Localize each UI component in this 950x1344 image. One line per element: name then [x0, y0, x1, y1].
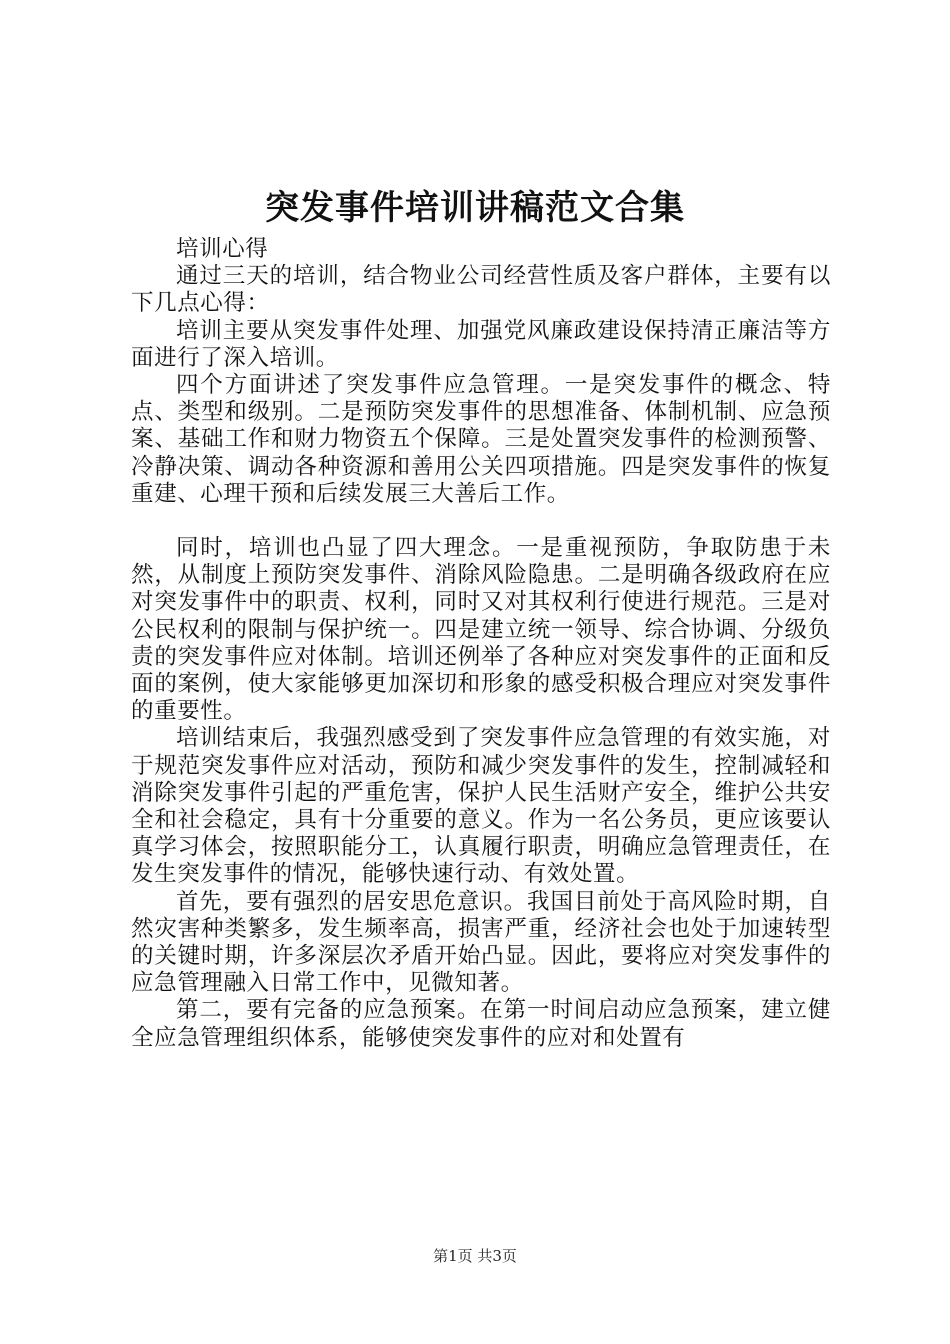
paragraph-gap	[131, 508, 831, 535]
document-title: 突发事件培训讲稿范文合集	[265, 188, 685, 228]
paragraph-heading: 培训心得	[176, 236, 269, 262]
paragraph: 第二，要有完备的应急预案。在第一时间启动应急预案，建立健全应急管理组织体系，能够使突发事件的应对和处置有	[131, 997, 831, 1051]
paragraph: 首先，要有强烈的居安思危意识。我国目前处于高风险时期，自然灾害种类繁多，发生频率高，损害严重，经济社会也处于加速转型的关键时期，许多深层次矛盾开始凸显。因此，要将应对突发事件的应急管理融入日常工作中，见微知著。	[131, 888, 831, 997]
paragraph: 同时，培训也凸显了四大理念。一是重视预防，争取防患于未然，从制度上预防突发事件、消除风险隐患。二是明确各级政府在应对突发事件中的职责、权利，同时又对其权利行使进行规范。三是对公民权利的限制与保护统一。四是建立统一领导、综合协调、分级负责的突发事件应对体制。培训还例举了各种应对突发事件的正面和反面的案例，使大家能够更加深切和形象的感受积极合理应对突发事件的重要性。	[131, 535, 831, 725]
page-footer: 第1页 共3页	[433, 1247, 517, 1265]
paragraph: 通过三天的培训，结合物业公司经营性质及客户群体，主要有以下几点心得：	[131, 263, 831, 317]
paragraph: 培训结束后，我强烈感受到了突发事件应急管理的有效实施，对于规范突发事件应对活动，预防和减少突发事件的发生，控制减轻和消除突发事件引起的严重危害，保护人民生活财产安全，维护公共安全和社会稳定，具有十分重要的意义。作为一名公务员，更应该要认真学习体会，按照职能分工，认真履行职责，明确应急管理责任，在发生突发事件的情况，能够快速行动、有效处置。	[131, 725, 831, 888]
paragraph: 四个方面讲述了突发事件应急管理。一是突发事件的概念、特点、类型和级别。二是预防突发事件的思想准备、体制机制、应急预案、基础工作和财力物资五个保障。三是处置突发事件的检测预警、冷静决策、调动各种资源和善用公关四项措施。四是突发事件的恢复重建、心理干预和后续发展三大善后工作。	[131, 372, 831, 507]
paragraph: 培训主要从突发事件处理、加强党风廉政建设保持清正廉洁等方面进行了深入培训。	[131, 317, 831, 371]
document-body	[131, 236, 831, 1052]
